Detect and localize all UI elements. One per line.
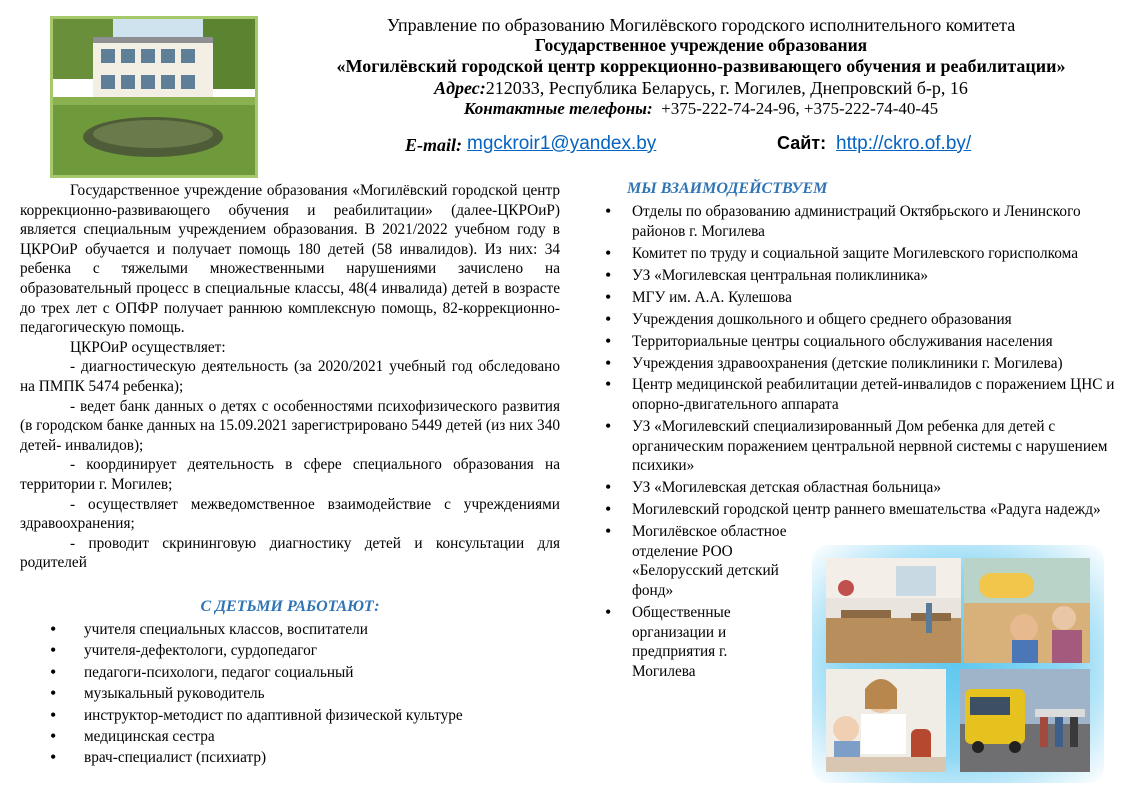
partner-item: • Могилёвское областное отделение РОО «Белорусский детский фонд»: [605, 522, 792, 600]
partner-item: • Центр медицинской реабилитации детей-инвалидов с поражением ЦНС и опорно-двигательного аппарата: [605, 375, 1125, 414]
staff-item: • врач-специалист (психиатр): [50, 747, 463, 768]
classroom-photo: [826, 558, 961, 663]
playroom-photo: [964, 558, 1090, 663]
site-label: Сайт:: [777, 133, 827, 153]
partner-item: • Общественные организации и предприятия г. Могилева: [605, 603, 792, 681]
activity-item: - проводит скрининговую диагностику детей и консультации для родителей: [20, 534, 560, 572]
staff-heading: С ДЕТЬМИ РАБОТАЮТ:: [200, 598, 380, 615]
header-institution-name: «Могилёвский городской центр коррекционно-развивающего обучения и реабилитации»: [336, 56, 1066, 76]
partner-item: • Комитет по труду и социальной защите Могилевского горисполкома: [605, 244, 1125, 264]
phones-value: +375-222-74-24-96, +375-222-74-40-45: [661, 99, 939, 118]
partner-item: • Могилевский городской центр раннего вмешательства «Радуга надежд»: [605, 500, 1125, 520]
intro-paragraph: Государственное учреждение образования «Могилёвский городской центр коррекционно-развивающего обучения и реабилитации» (далее-ЦКРОиР) является специальным учреждением образования. В 2021/2022 учебном году в ЦКРОиР обучается и получает помощь 180 детей (58 инвалидов). Из них: 34 ребенка с тяжелыми множественными нарушениями зачислено на образовательный процесс в специальные классы, 48(4 инвалида) детей в возрасте до трех лет с ОПФР получает раннюю комплексную помощь, 82-коррекционно-педагогическую помощь.: [20, 182, 560, 337]
bus-photo: [960, 669, 1090, 772]
activity-item: - координирует деятельность в сфере специального образования на территории г. Могилев;: [20, 456, 560, 493]
header-institution-type: Государственное учреждение образования: [534, 35, 868, 55]
activity-item: - осуществляет межведомственное взаимодействие с учреждениями здравоохранения;: [20, 495, 560, 533]
staff-item: • инструктор-методист по адаптивной физической культуре: [50, 705, 463, 726]
staff-list: [50, 619, 463, 769]
partners-heading: МЫ ВЗАИМОДЕЙСТВУЕМ: [627, 180, 828, 197]
staff-item: • педагоги-психологи, педагог социальный: [50, 662, 463, 683]
partner-item: • УЗ «Могилевская детская областная больница»: [605, 478, 1125, 498]
photo-collage: [812, 545, 1104, 783]
address-value: 212033, Республика Беларусь, г. Могилев, Днепровский б-р, 16: [485, 78, 968, 98]
partner-item: • Учреждения здравоохранения (детские поликлиники г. Могилева): [605, 354, 1125, 374]
activity-item: - диагностическую деятельность (за 2020/2021 учебный год обследовано на ПМПК 5474 ребенка);: [20, 358, 560, 395]
partner-item: • УЗ «Могилевская центральная поликлиника»: [605, 266, 1125, 286]
intro-text-block: [20, 181, 560, 573]
staff-item: • учителя специальных классов, воспитатели: [50, 619, 463, 640]
staff-item: • учителя-дефектологи, сурдопедагог: [50, 640, 463, 661]
address-label: Адрес:: [434, 78, 486, 98]
partner-item: • УЗ «Могилевский специализированный Дом ребенка для детей с органическим поражением центральной нервной системы с нарушением психики»: [605, 417, 1125, 476]
activities-title: ЦКРОиР осуществляет:: [70, 338, 226, 356]
staff-item: • медицинская сестра: [50, 726, 463, 747]
partner-item: • Территориальные центры социального обслуживания населения: [605, 332, 1125, 352]
activity-item: - ведет банк данных о детях с особенностями психофизического развития (в городском банке данных на 15.09.2021 зарегистрировано 5449 детей (из них 340 детей- инвалидов);: [20, 397, 560, 454]
staff-item: • музыкальный руководитель: [50, 683, 463, 704]
header-authority: Управление по образованию Могилёвского городского исполнительного комитета: [386, 15, 1016, 35]
email-label: E-mail:: [405, 135, 462, 155]
phones-label: Контактные телефоны:: [463, 99, 653, 118]
partner-item: • МГУ им. А.А. Кулешова: [605, 288, 1125, 308]
header-phones: [262, 99, 1140, 119]
building-photo: [50, 16, 258, 178]
lesson-photo: [826, 669, 946, 772]
email-link[interactable]: mgckroir1@yandex.by: [467, 133, 657, 154]
header-address: [262, 78, 1140, 99]
site-link[interactable]: http://ckro.of.by/: [836, 133, 972, 154]
partner-item: • Отделы по образованию администраций Октябрьского и Ленинского районов г. Могилева: [605, 202, 1125, 241]
partner-item: • Учреждения дошкольного и общего среднего образования: [605, 310, 1125, 330]
